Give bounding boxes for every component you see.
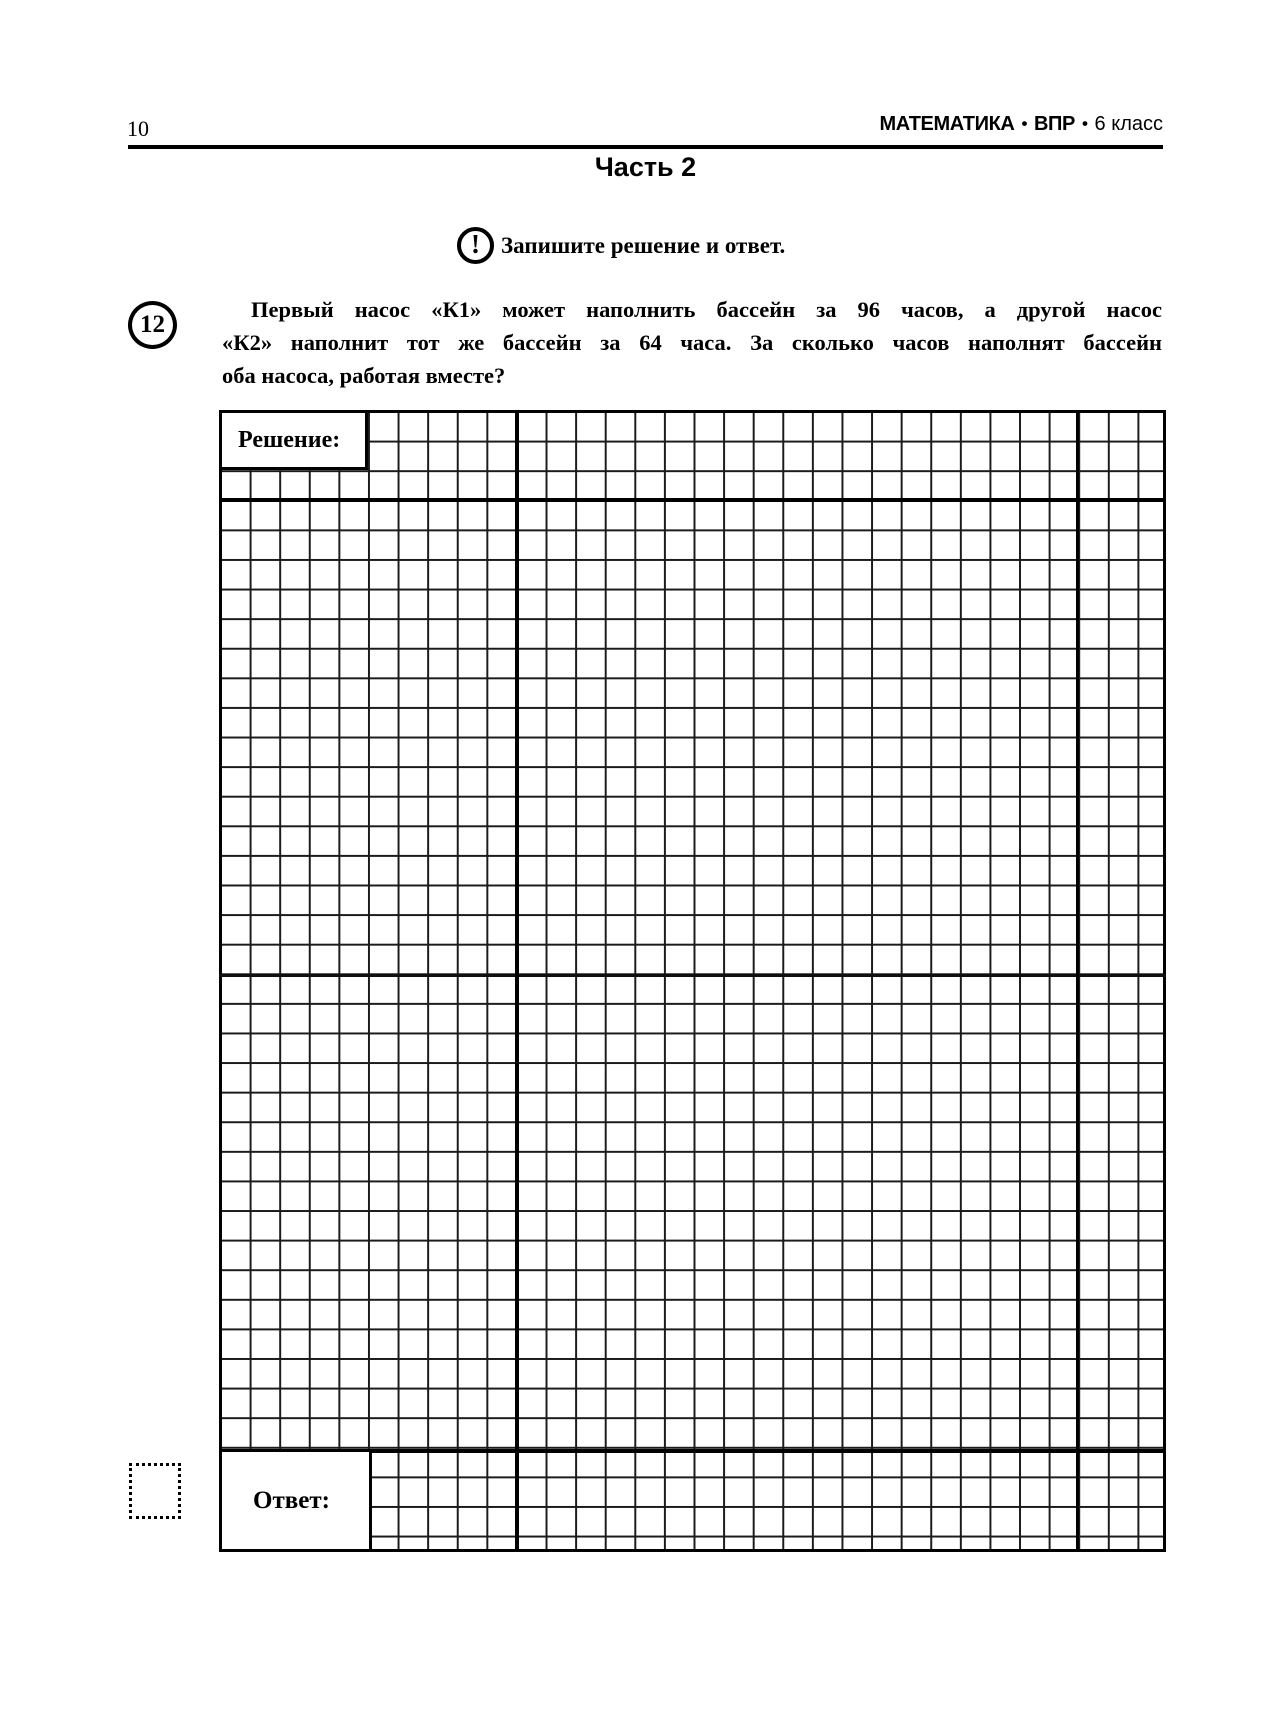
header-grade-label: 6 класс bbox=[1094, 113, 1163, 135]
solution-grid bbox=[219, 410, 1166, 1552]
grid-heavy-line-horizontal bbox=[219, 498, 1166, 502]
problem-line: «К2» наполнит тот же бассейн за 64 часа. За сколько часов наполнят бассейн bbox=[222, 330, 1162, 355]
grid-heavy-line-vertical bbox=[1076, 410, 1079, 1552]
problem-number-badge: 12 bbox=[128, 301, 177, 349]
grid-heavy-line-horizontal bbox=[219, 974, 1166, 977]
instruction-text: Запишите решение и ответ. bbox=[501, 232, 786, 258]
problem-text bbox=[222, 293, 1162, 392]
bullet-icon: • bbox=[1021, 114, 1028, 133]
header bbox=[879, 113, 1163, 136]
score-checkbox bbox=[129, 1463, 181, 1519]
instruction-row bbox=[457, 227, 785, 264]
header-divider bbox=[128, 145, 1163, 149]
bullet-icon: • bbox=[1081, 114, 1088, 133]
solution-label: Решение: bbox=[238, 426, 341, 453]
exclamation-icon: ! bbox=[457, 227, 494, 264]
answer-label: Ответ: bbox=[253, 1486, 330, 1514]
answer-label-box bbox=[219, 1449, 372, 1552]
section-title: Часть 2 bbox=[594, 152, 697, 182]
solution-label-box bbox=[219, 410, 368, 470]
header-subject-label: МАТЕМАТИКА bbox=[879, 113, 1015, 135]
grid-heavy-line-vertical bbox=[515, 410, 519, 1552]
header-exam-label: ВПР bbox=[1034, 113, 1075, 135]
page-number: 10 bbox=[127, 116, 149, 141]
problem-line: оба насоса, работая вместе? bbox=[222, 363, 506, 388]
problem-line: Первый насос «К1» может наполнить бассейн за 96 часов, а другой насос bbox=[251, 297, 1162, 322]
